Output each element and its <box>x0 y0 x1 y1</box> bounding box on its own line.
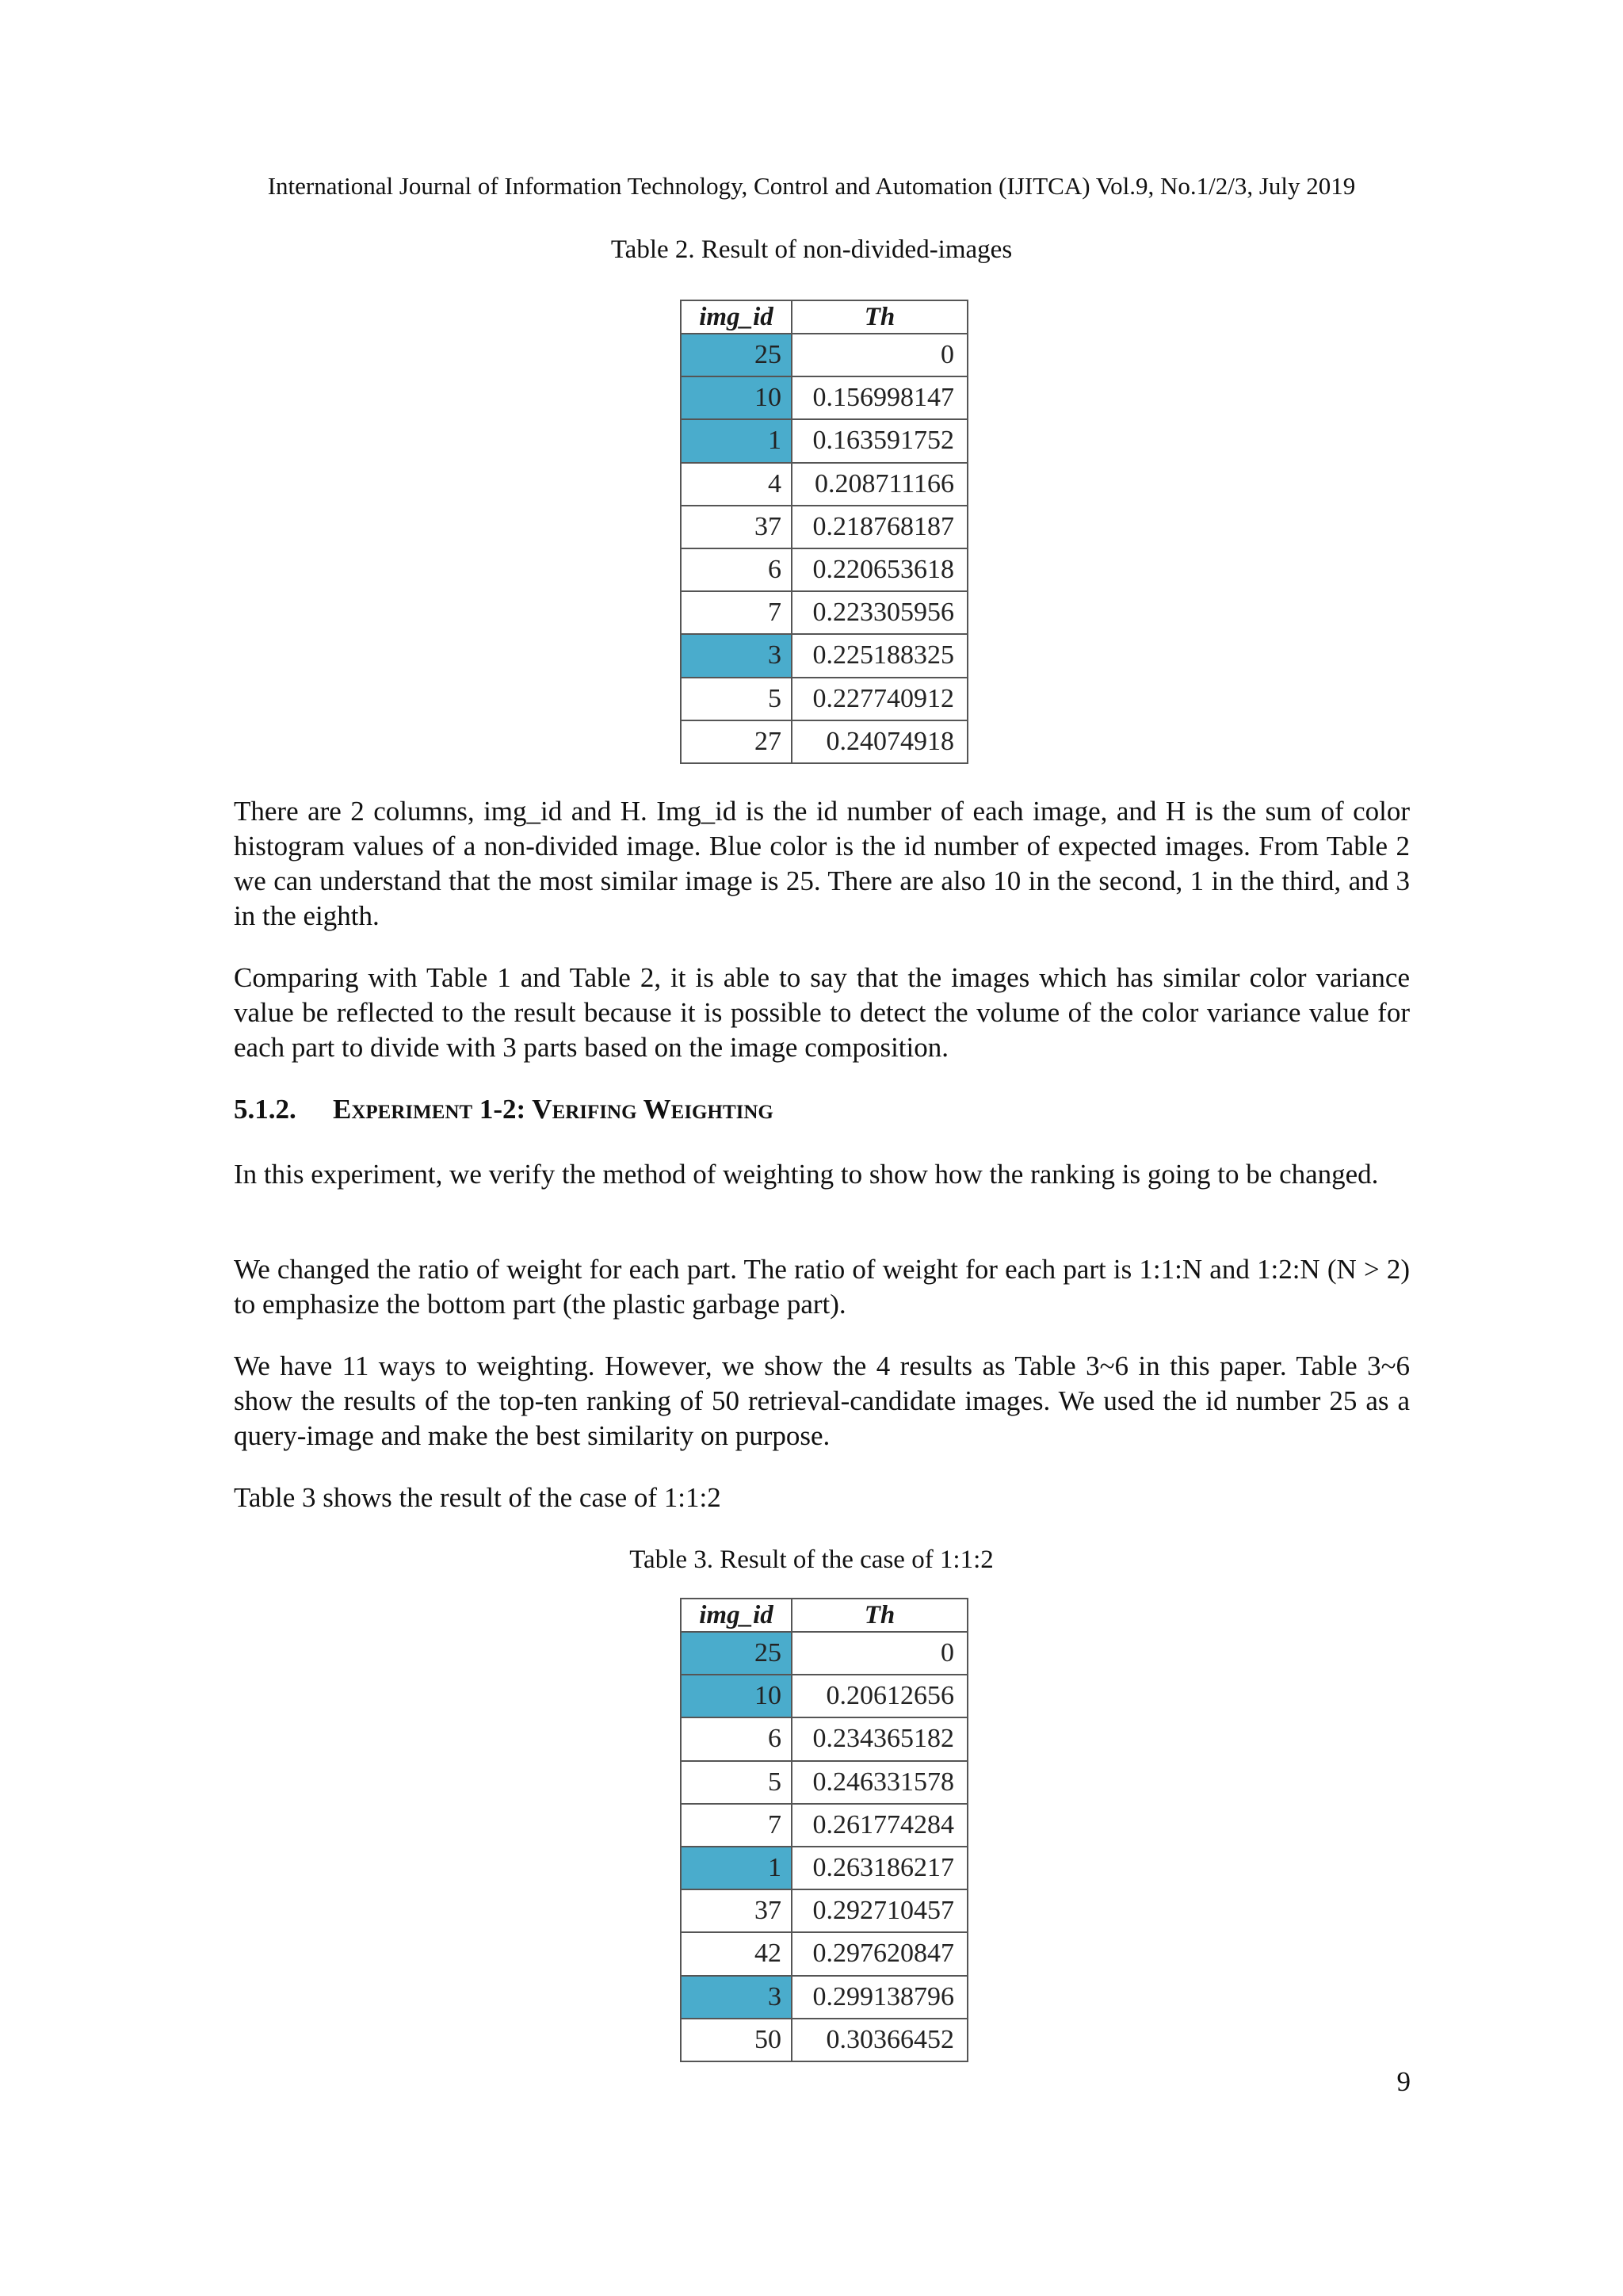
th-value-cell: 0 <box>792 334 968 376</box>
table3-col-img-id: img_id <box>681 1599 792 1632</box>
th-value-cell: 0.246331578 <box>792 1761 968 1804</box>
th-value-cell: 0.223305956 <box>792 591 968 634</box>
table3 <box>680 1598 968 2062</box>
th-value-cell: 0.263186217 <box>792 1847 968 1889</box>
img-id-cell: 3 <box>681 1976 792 2019</box>
img-id-cell: 25 <box>681 1632 792 1675</box>
th-value-cell: 0.30366452 <box>792 2019 968 2061</box>
table3-header-row <box>681 1599 968 1632</box>
paragraph-table3-intro: Table 3 shows the result of the case of 1:1:2 <box>234 1482 721 1513</box>
table-row <box>681 376 968 419</box>
table-row <box>681 591 968 634</box>
img-id-cell: 10 <box>681 1675 792 1717</box>
table-row <box>681 1632 968 1675</box>
table-row <box>681 506 968 548</box>
journal-header: International Journal of Information Technology, Control and Automation (IJITCA) Vol.9, No.1/2/3, July 2019 <box>267 172 1356 200</box>
img-id-cell: 42 <box>681 1932 792 1975</box>
table-row <box>681 419 968 462</box>
img-id-cell: 6 <box>681 1717 792 1760</box>
table2 <box>680 300 968 764</box>
table-row <box>681 1804 968 1847</box>
paragraph-weight-ratio: We changed the ratio of weight for each part. The ratio of weight for each part is 1:1:N and 1:2:N (N > 2) to emphasize the bottom part (the plastic garbage part). <box>234 1254 1410 1320</box>
th-value-cell: 0.297620847 <box>792 1932 968 1975</box>
paragraph-columns-explanation: There are 2 columns, img_id and H. Img_id is the id number of each image, and H is the sum of color histogram values of a non-divided image. Blue color is the id number of expected images. From Table 2 we can understand that the most similar image is 25. There are also 10 in the second, 1 in the third, and 3 in the eighth. <box>234 796 1410 931</box>
th-value-cell: 0 <box>792 1632 968 1675</box>
img-id-cell: 27 <box>681 720 792 763</box>
section-number: 5.1.2. <box>234 1094 296 1125</box>
table-row <box>681 334 968 376</box>
table-row <box>681 463 968 506</box>
img-id-cell: 6 <box>681 548 792 591</box>
table2-col-img-id: img_id <box>681 300 792 334</box>
table3-body <box>681 1632 968 2061</box>
img-id-cell: 1 <box>681 1847 792 1889</box>
th-value-cell: 0.208711166 <box>792 463 968 506</box>
img-id-cell: 1 <box>681 419 792 462</box>
th-value-cell: 0.163591752 <box>792 419 968 462</box>
section-heading <box>234 1092 773 1127</box>
section-title: Experiment 1-2: Verifing Weighting <box>333 1094 773 1125</box>
paragraph-experiment-intro: In this experiment, we verify the method of weighting to show how the ranking is going to be changed. <box>234 1159 1379 1190</box>
img-id-cell: 7 <box>681 591 792 634</box>
table-row <box>681 1717 968 1760</box>
th-value-cell: 0.299138796 <box>792 1976 968 2019</box>
table-row <box>681 1932 968 1975</box>
table-row <box>681 548 968 591</box>
table-row <box>681 634 968 677</box>
th-value-cell: 0.20612656 <box>792 1675 968 1717</box>
table2-col-th: Th <box>792 300 968 334</box>
th-value-cell: 0.234365182 <box>792 1717 968 1760</box>
table3-col-th: Th <box>792 1599 968 1632</box>
paragraph-weighting-ways: We have 11 ways to weighting. However, we show the 4 results as Table 3~6 in this paper. Table 3~6 show the results of the top-ten ranking of 50 retrieval-candidate images. We used the id number 25 as a query-image and make the best similarity on purpose. <box>234 1350 1410 1451</box>
img-id-cell: 37 <box>681 506 792 548</box>
th-value-cell: 0.225188325 <box>792 634 968 677</box>
th-value-cell: 0.292710457 <box>792 1889 968 1932</box>
img-id-cell: 50 <box>681 2019 792 2061</box>
table2-body <box>681 334 968 763</box>
img-id-cell: 25 <box>681 334 792 376</box>
table-row <box>681 1761 968 1804</box>
table2-header-row <box>681 300 968 334</box>
img-id-cell: 3 <box>681 634 792 677</box>
table-row <box>681 678 968 720</box>
th-value-cell: 0.261774284 <box>792 1804 968 1847</box>
table3-caption: Table 3. Result of the case of 1:1:2 <box>629 1545 994 1574</box>
page-number: 9 <box>1396 2066 1411 2097</box>
img-id-cell: 5 <box>681 678 792 720</box>
th-value-cell: 0.220653618 <box>792 548 968 591</box>
img-id-cell: 10 <box>681 376 792 419</box>
table-row <box>681 1889 968 1932</box>
table-row <box>681 720 968 763</box>
table-row <box>681 1675 968 1717</box>
th-value-cell: 0.156998147 <box>792 376 968 419</box>
table-row <box>681 2019 968 2061</box>
table2-caption: Table 2. Result of non-divided-images <box>610 235 1013 264</box>
th-value-cell: 0.227740912 <box>792 678 968 720</box>
table-row <box>681 1847 968 1889</box>
img-id-cell: 7 <box>681 1804 792 1847</box>
th-value-cell: 0.24074918 <box>792 720 968 763</box>
paragraph-comparison: Comparing with Table 1 and Table 2, it is able to say that the images which has similar color variance value be reflected to the result because it is possible to detect the volume of the color variance value for each part to divide with 3 parts based on the image composition. <box>234 962 1410 1063</box>
th-value-cell: 0.218768187 <box>792 506 968 548</box>
img-id-cell: 37 <box>681 1889 792 1932</box>
table-row <box>681 1976 968 2019</box>
img-id-cell: 4 <box>681 463 792 506</box>
img-id-cell: 5 <box>681 1761 792 1804</box>
